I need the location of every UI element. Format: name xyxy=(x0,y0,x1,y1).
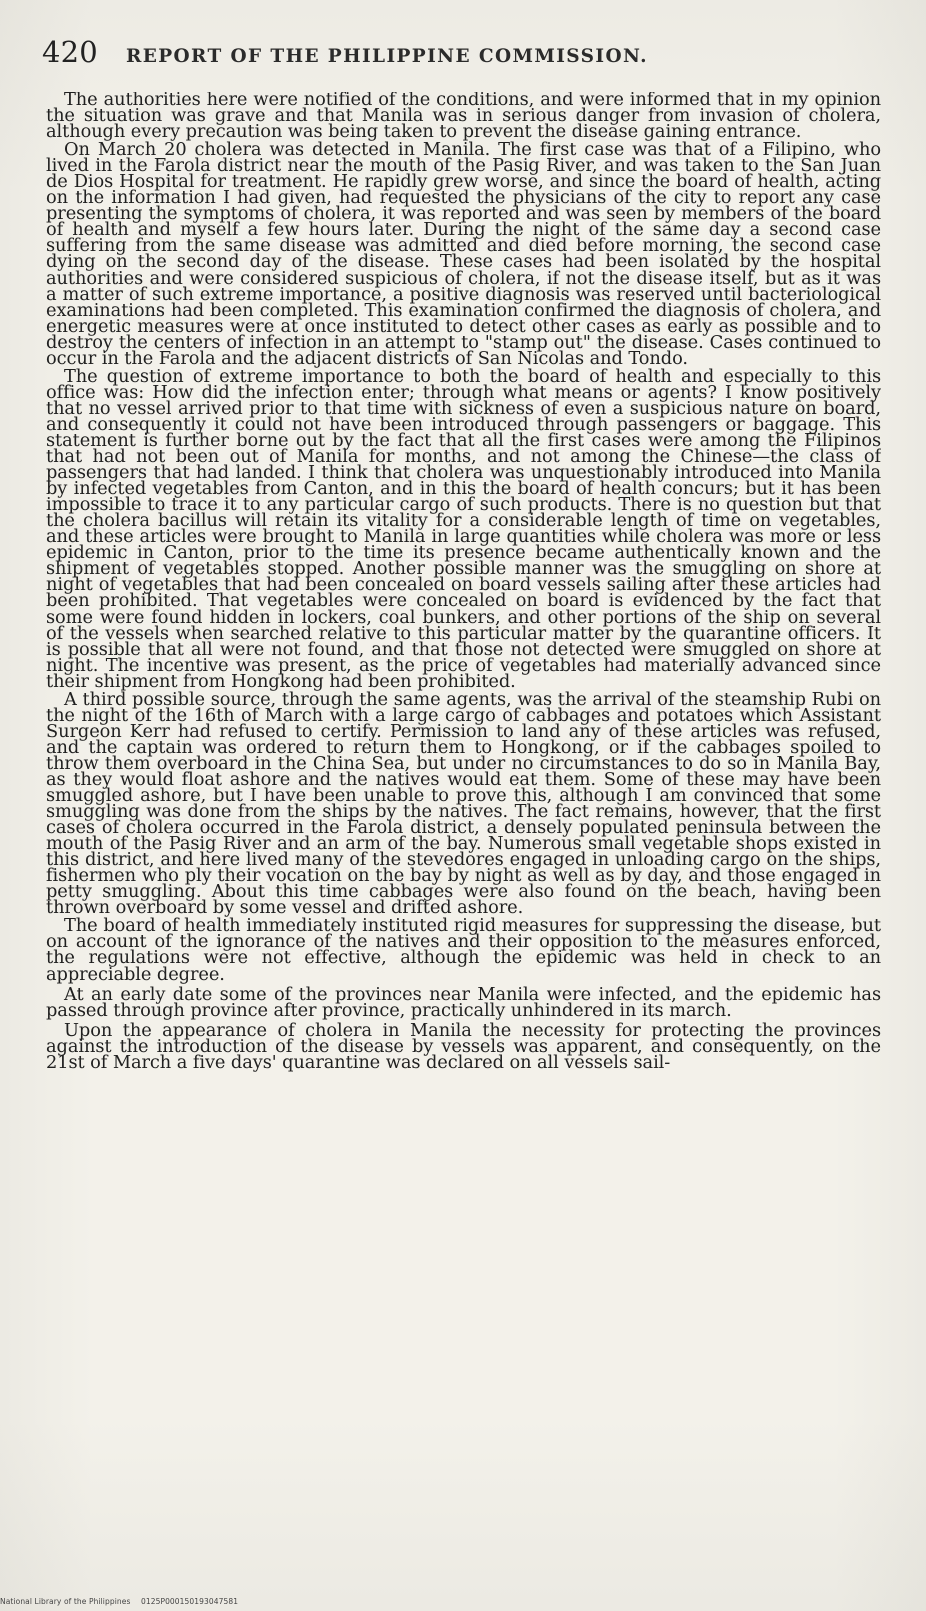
body-text xyxy=(46,92,881,1572)
running-head: REPORT OF THE PHILIPPINE COMMISSION. xyxy=(125,46,648,67)
paragraph-4: A third possible source, through the same agents, was the arrival of the steamship Rubi on the night of the 16th of March with a large cargo of cabbages and potatoes which Assistant Surgeon Kerr had refused to certify. Permission to land any of these articles was refused, and the captain was ordered to return them to Hongkong, or if the cabbages spoiled to throw them overboard in the China Sea, but under no circumstances to do so in Manila Bay, as they would float ashore and the natives would eat them. Some of these may have been smuggled ashore, but I have been unable to prove this, although I am convinced that some smuggling was done from the ships by the natives. The fact remains, however, that the first cases of cholera occurred in the Farola district, a densely populated peninsula between the mouth of the Pasig River and an arm of the bay. Numerous small vegetable shops existed in this district, and here lived many of the stevedores engaged in unloading cargo on the ships, fishermen who ply their vocation on the bay by night as well as by day, and those engaged in petty smuggling. About this time cabbages were also found on the beach, having been thrown overboard by some vessel and drifted ashore. xyxy=(46,688,881,919)
paragraph-6: At an early date some of the provinces near Manila were infected, and the epidemic has passed through province after province, practically unhindered in its march. xyxy=(46,983,881,1021)
paragraph-3: The question of extreme importance to both the board of health and especially to this office was: How did the infection enter; through what means or agents? I know positively that no vessel arrived prior to that time with sickness of even a suspicious nature on board, and consequently it could not have been introduced through passengers or baggage. This statement is further borne out by the fact that all the first cases were among the Filipinos that had not been out of Manila for months, and not among the Chinese—the class of passengers that had landed. I think that cholera was unquestionably introduced into Manila by infected vegetables from Canton, and in this the board of health concurs; but it has been impossible to trace it to any particular cargo of such products. There is no question but that the cholera bacillus will retain its vitality for a considerable length of time on vegetables, and these articles were brought to Manila in large quantities while cholera was more or less epidemic in Canton, prior to the time its presence became authentically known and the shipment of vegetables stopped. Another possible manner was the smuggling on shore at night of vegetables that had been concealed on board vessels sailing after these articles had been prohibited. That vegetables were concealed on board is evidenced by the fact that some were found hidden in lockers, coal bunkers, and other portions of the ship on several of the vessels when searched relative to this particular matter by the quarantine officers. It is possible that all were not found, and that those not detected were smuggled on shore at night. The incentive was present, as the price of vegetables had materially advanced since their shipment from Hongkong had been prohibited. xyxy=(46,365,881,692)
library-name: National Library of the Philippines xyxy=(0,1597,131,1606)
page-header xyxy=(42,35,884,69)
paragraph-5: The board of health immediately instituted rigid measures for suppressing the disease, but on account of the ignorance of the natives and their opposition to the measures enforced, the regulations were not effective, although the epidemic was held in check to an appreciable degree. xyxy=(46,915,881,985)
paragraph-2: On March 20 cholera was detected in Manila. The first case was that of a Filipino, who lived in the Farola district near the mouth of the Pasig River, and was taken to the San Juan de Dios Hospital for treatment. He rapidly grew worse, and since the board of health, acting on the information I had given, had requested the physicians of the city to report any case presenting the symptoms of cholera, it was reported and was seen by members of the board of health and myself a few hours later. During the night of the same day a second case suffering from the same disease was admitted and died before morning, the second case dying on the second day of the disease. These cases had been isolated by the hospital authorities and were considered suspicious of cholera, if not the disease itself, but as it was a matter of such extreme importance, a positive diagnosis was reserved until bacteriological examinations had been completed. This examination confirmed the diagnosis of cholera, and energetic measures were at once instituted to detect other cases as early as possible and to destroy the centers of infection in an attempt to "stamp out" the disease. Cases continued to occur in the Farola and the adjacent districts of San Nicolas and Tondo. xyxy=(46,139,881,369)
scan-code: 0125P000150193047581 xyxy=(140,1597,239,1606)
page-number: 420 xyxy=(42,35,98,69)
scan-footer xyxy=(0,1597,520,1606)
paragraph-1: The authorities here were notified of the conditions, and were informed that in my opinion the situation was grave and that Manila was in serious danger from invasion of cholera, although every precaution was being taken to prevent the disease gaining entrance. xyxy=(46,92,881,143)
paragraph-7: Upon the appearance of cholera in Manila the necessity for protecting the provinces against the introduction of the disease by vessels was apparent, and consequently, on the 21st of March a five days' quarantine was declared on all vessels sail- xyxy=(46,1019,881,1073)
